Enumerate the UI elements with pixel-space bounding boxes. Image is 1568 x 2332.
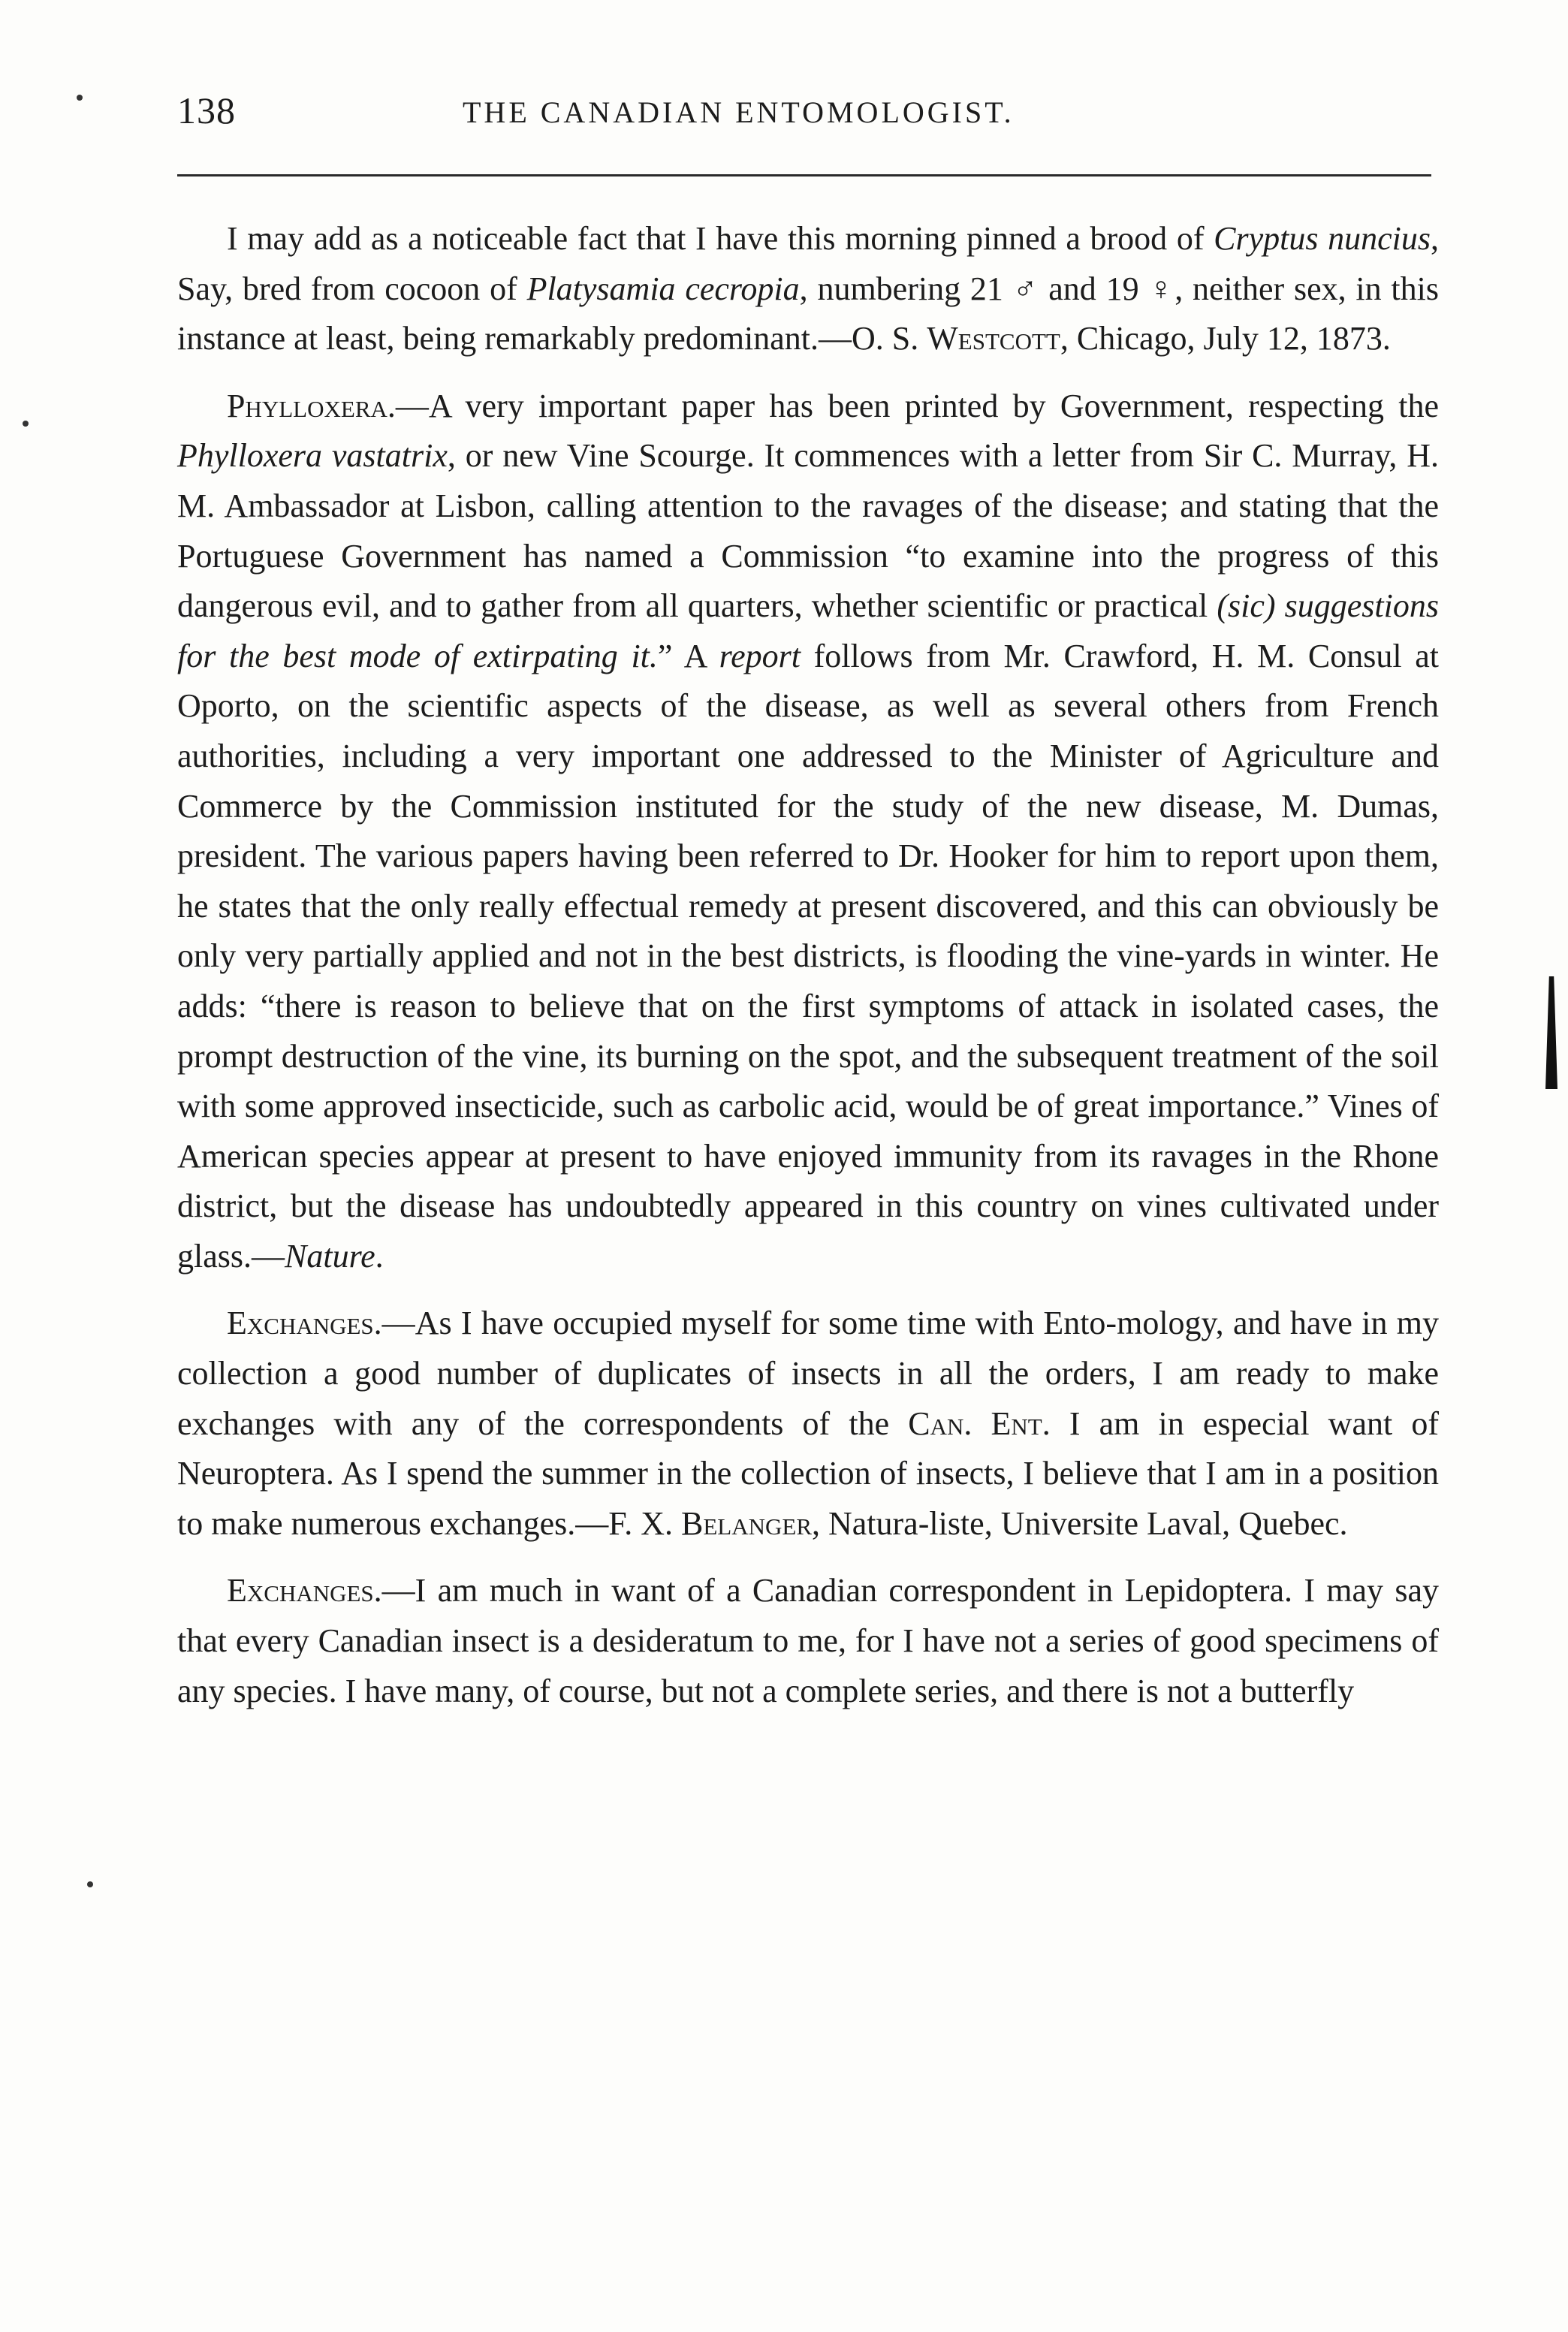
paragraph-phylloxera: Phylloxera.—A very important paper has been printed by Government, respecting the Phylloxera vastatrix, or new Vine Scourge. It commences with a letter from Sir C. Murray, H. M. Ambassador at Lisbon, calling attention to the ravages of the disease; and stating that the Portuguese Government has named a Commission “to examine into the progress of this dangerous evil, and to gather from all quarters, whether scientific or practical (sic) suggestions for the best mode of extirpating it.” A report follows from Mr. Crawford, H. M. Consul at Oporto, on the scientific aspects of the disease, as well as several others from French authorities, including a very important one addressed to the Minister of Agriculture and Commerce by the Commission instituted for the study of the new disease, M. Dumas, president. The various papers having been referred to Dr. Hooker for him to report upon them, he states that the only really effectual remedy at present discovered, and this can obviously be only very partially applied and not in the best districts, is flooding the vine-yards in winter. He adds: “there is reason to believe that on the first symptoms of attack in isolated cases, the prompt destruction of the vine, its burning on the spot, and the subsequent treatment of the soil with some approved insecticide, such as carbolic acid, would be of great importance.” Vines of American species appear at present to have enjoyed immunity from its ravages in the Rhone district, but the disease has undoubtedly appeared in this country on vines cultivated under glass.—Nature.	[177, 387, 1440, 1275]
section-lead: Exchanges	[227, 1572, 374, 1609]
paragraph-exchanges-lepidoptera: Exchanges.—I am much in want of a Canadian correspondent in Lepidoptera. I may say that every Canadian insect is a desideratum to me, for I have not a series of good specimens of any species. I have many, of course, but not a complete series, and there is not a butterfly	[177, 1572, 1439, 1709]
quote-italic: suggestions for the best mode of extirpating it.	[177, 587, 1439, 674]
running-title: THE CANADIAN ENTOMOLOGIST.	[463, 95, 1015, 129]
paragraph-exchanges-belanger: Exchanges.—As I have occupied myself for some time with Ento-mology, and have in my collection a good number of duplicates of insects in all the orders, I am ready to make exchanges with any of the correspondents of the Can. Ent. I am in especial want of Neuroptera. As I spend the summer in the collection of insects, I believe that I am in a position to make numerous exchanges.—F. X. Belanger, Natura-liste, Universite Laval, Quebec.	[177, 1305, 1439, 1542]
scan-speck	[23, 421, 29, 427]
species-name: Phylloxera vastatrix	[177, 437, 448, 475]
page-number: 138	[177, 89, 236, 131]
sic-note: (sic)	[1217, 587, 1276, 625]
scan-speck	[77, 95, 83, 101]
species-name: Cryptus nuncius	[1214, 220, 1431, 257]
author-name: Belanger	[681, 1504, 812, 1542]
page-header	[177, 89, 1439, 141]
report-word: report	[719, 637, 801, 674]
journal-abbr: Can. Ent.	[908, 1404, 1051, 1442]
author-name: Westcott	[927, 320, 1060, 357]
species-name: Platysamia cecropia	[526, 270, 800, 307]
source-name: Nature	[285, 1237, 375, 1275]
paragraph-westcott: I may add as a noticeable fact that I have this morning pinned a brood of Cryptus nuncius, Say, bred from cocoon of Platysamia cecropia, numbering 21 ♂ and 19 ♀, neither sex, in this instance at least, being remarkably predominant.—O. S. Westcott, Chicago, July 12, 1873.	[177, 220, 1439, 357]
scan-speck	[87, 1881, 93, 1887]
header-rule	[177, 174, 1431, 176]
section-lead: Exchanges	[227, 1305, 374, 1342]
scan-edge-mark	[1545, 976, 1557, 1089]
article-body	[177, 214, 1439, 1733]
section-lead: Phylloxera	[227, 387, 387, 424]
